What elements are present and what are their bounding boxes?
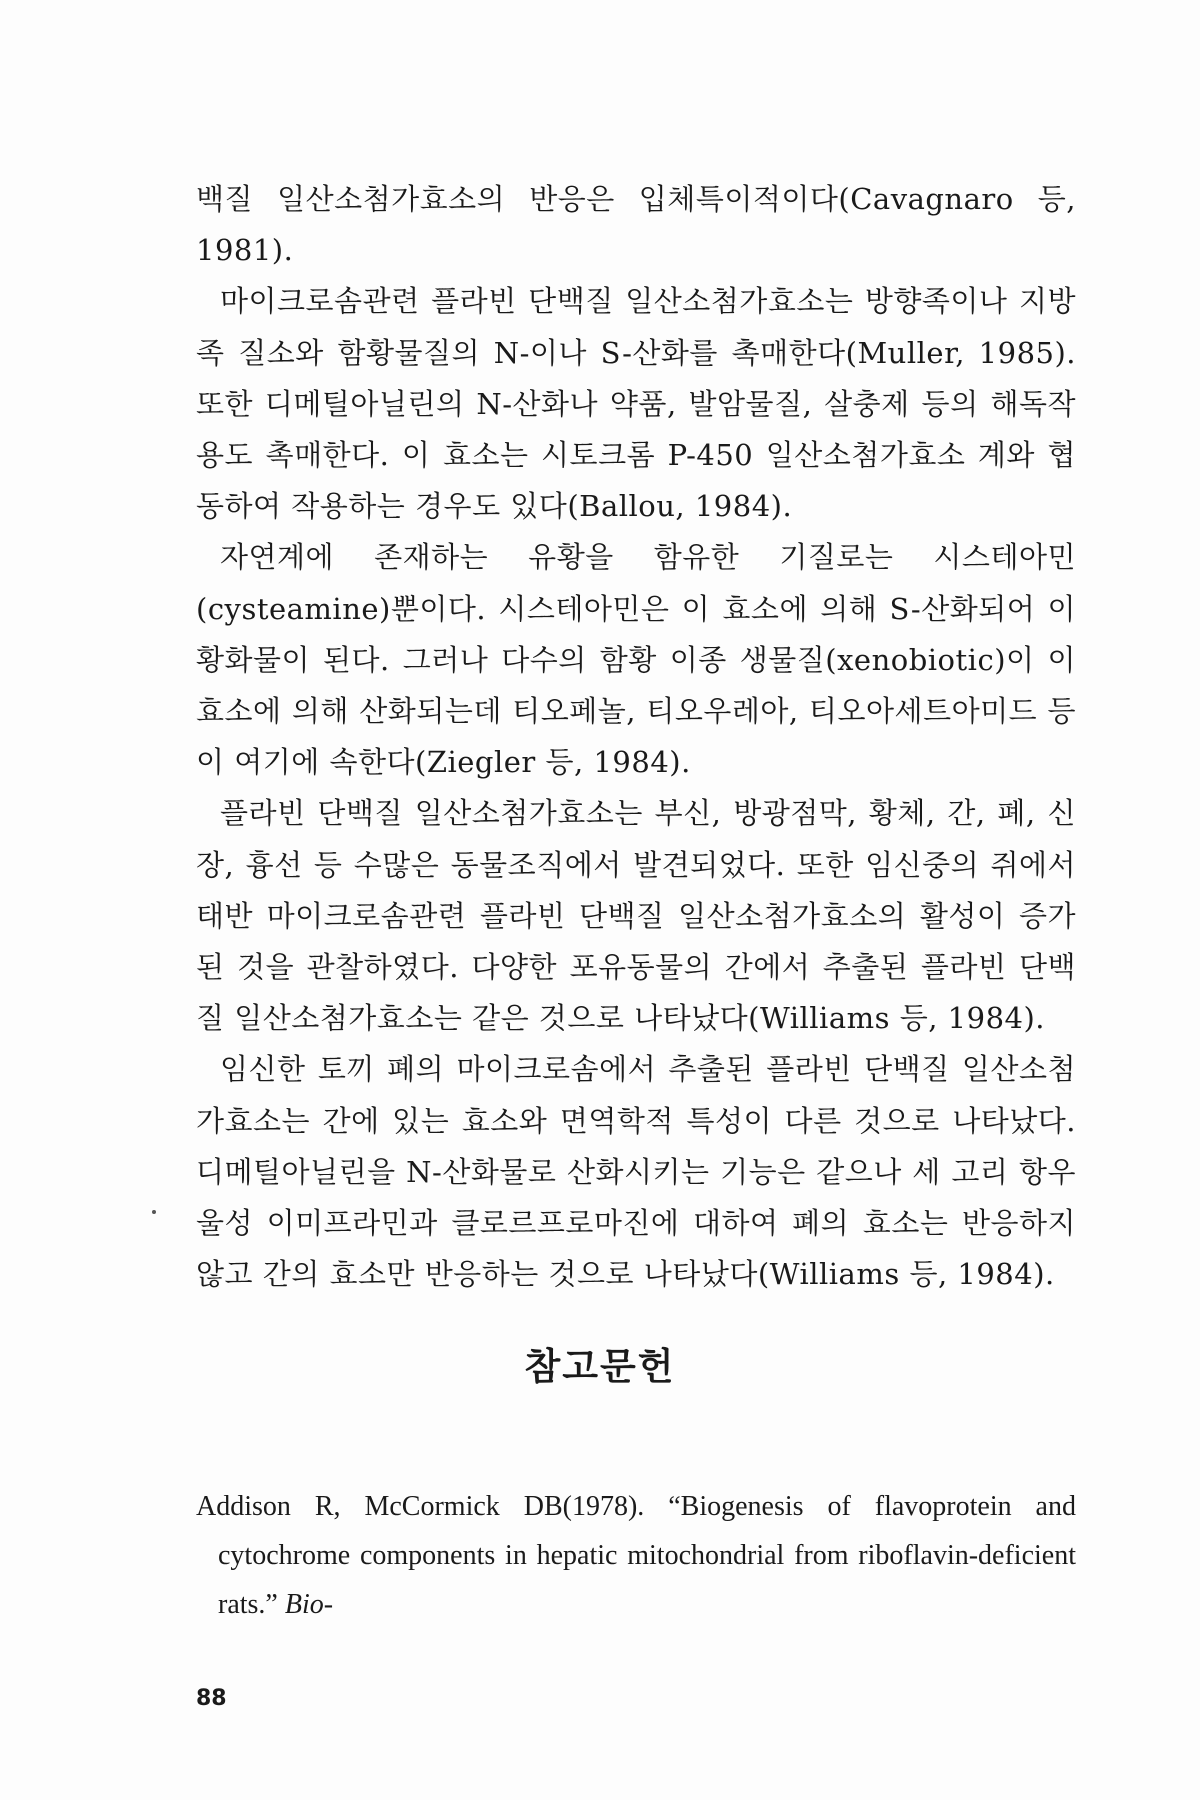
references-heading: 참고문헌 — [524, 1344, 676, 1388]
paragraph-cysteamine: 자연계에 존재하는 유황을 함유한 기질로는 시스테아민(cysteamine)뿐이다. 시스테아민은 이 효소에 의해 S-산화되어 이황화물이 된다. 그러나 다수의 함황 이종 생물질(xenobiotic)이 이 효소에 의해 산화되는데 티오페놀, 티오우레아, 티오아세트아미드 등이 여기에 속한다(Ziegler 등, 1984). — [196, 540, 1076, 780]
stray-mark — [152, 1210, 156, 1214]
paragraph-flavin-monooxygenase: 마이크로솜관련 플라빈 단백질 일산소첨가효소는 방향족이나 지방족 질소와 함황물질의 N-이나 S-산화를 촉매한다(Muller, 1985). 또한 디메틸아닐린의 N-산화나 약품, 발암물질, 살충제 등의 해독작용도 촉매한다. 이 효소는 시토크롬 P-450 일산소첨가효소 계와 협동하여 작용하는 경우도 있다(Ballou, 1984). — [196, 284, 1076, 524]
paragraph-continuation: 백질 일산소첨가효소의 반응은 입체특이적이다(Cavagnaro 등, 1981). — [196, 182, 1076, 268]
reference-text: Addison R, McCormick DB(1978). “Biogenesis of flavoprotein and cytochrome components in hepatic mitochondrial from riboflavin-deficient rats.” — [196, 1491, 1076, 1620]
body-text — [196, 174, 1076, 1300]
reference-item — [196, 1482, 1076, 1629]
paragraph-tissue-distribution: 플라빈 단백질 일산소첨가효소는 부신, 방광점막, 황체, 간, 폐, 신장, 흉선 등 수많은 동물조직에서 발견되었다. 또한 임신중의 쥐에서 태반 마이크로솜관련 플라빈 단백질 일산소첨가효소의 활성이 증가된 것을 관찰하였다. 다양한 포유동물의 간에서 추출된 플라빈 단백질 일산소첨가효소는 같은 것으로 나타났다(Williams 등, 1984). — [196, 796, 1076, 1036]
page-number: 88 — [196, 1686, 227, 1711]
paragraph-rabbit-lung: 임신한 토끼 폐의 마이크로솜에서 추출된 플라빈 단백질 일산소첨가효소는 간에 있는 효소와 면역학적 특성이 다른 것으로 나타났다. 디메틸아닐린을 N-산화물로 산화시키는 기능은 같으나 세 고리 항우울성 이미프라민과 클로르프로마진에 대하여 폐의 효소는 반응하지 않고 간의 효소만 반응하는 것으로 나타났다(Williams 등, 1984). — [196, 1052, 1076, 1292]
reference-journal-fragment: Bio- — [284, 1589, 334, 1620]
reference-list — [196, 1482, 1076, 1629]
